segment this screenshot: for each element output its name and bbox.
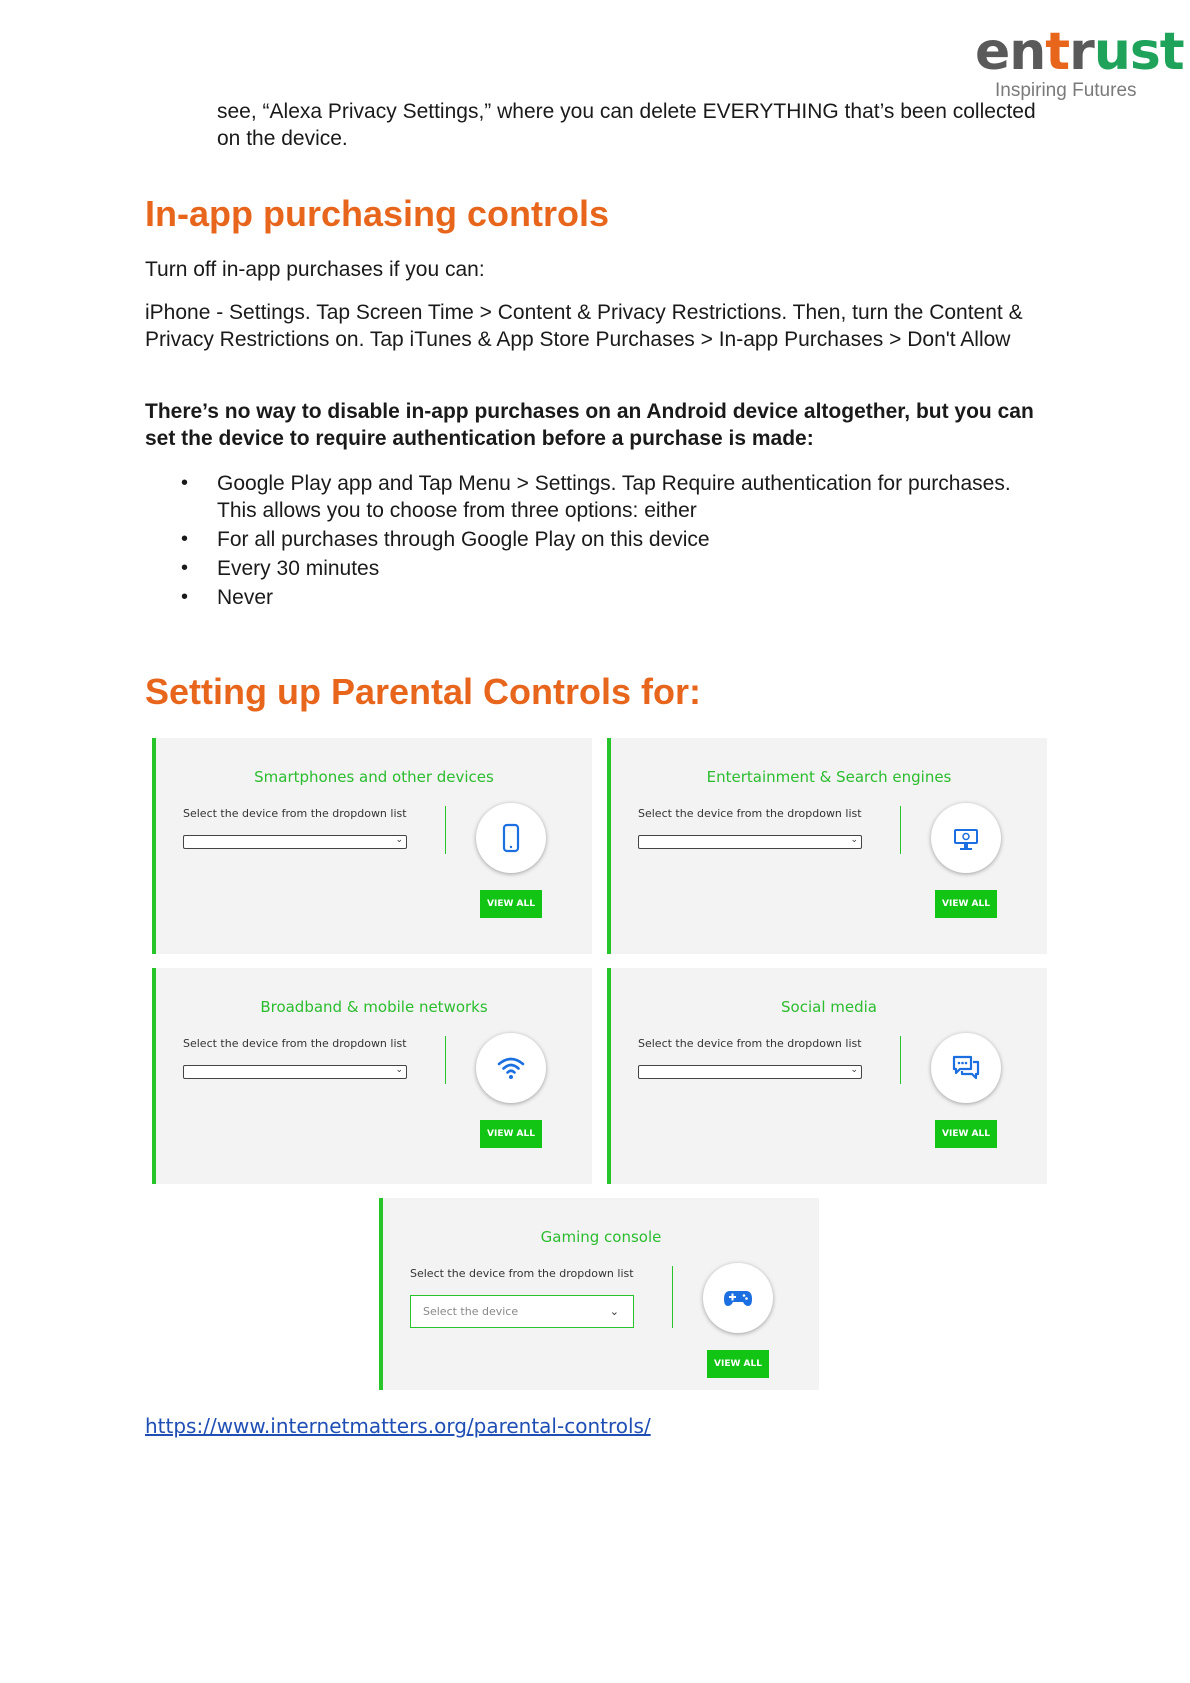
parental-controls-link[interactable]: https://www.internetmatters.org/parental-controls/: [145, 1414, 651, 1438]
card-entertainment: [607, 738, 1047, 954]
list-item: • Never: [217, 584, 1037, 611]
gamepad-icon: [723, 1283, 753, 1313]
options-list: [217, 470, 1037, 613]
smartphone-icon: [496, 823, 526, 853]
card-title: Social media: [781, 998, 877, 1016]
wifi-icon: [496, 1053, 526, 1083]
divider: [672, 1266, 673, 1328]
chevron-down-icon: ⌄: [609, 1306, 619, 1318]
chevron-down-icon: ⌄: [850, 834, 858, 844]
logo-wordmark: [975, 22, 1184, 82]
card-smartphones: [152, 738, 592, 954]
card-gaming-console: [379, 1198, 819, 1390]
list-item: • Google Play app and Tap Menu > Settings. Tap Require authentication for purchases. This allows you to choose from three options: either: [217, 470, 1037, 524]
card-broadband: [152, 968, 592, 1184]
device-dropdown[interactable]: [410, 1295, 634, 1328]
view-all-button[interactable]: VIEW ALL: [480, 1120, 542, 1148]
card-title: Smartphones and other devices: [254, 768, 494, 786]
card-title: Broadband & mobile networks: [260, 998, 488, 1016]
list-item: • Every 30 minutes: [217, 555, 1037, 582]
device-dropdown[interactable]: [638, 1065, 862, 1079]
gamepad-icon-circle: [703, 1263, 773, 1333]
intro-paragraph: see, “Alexa Privacy Settings,” where you can delete EVERYTHING that’s been collected on the device.: [217, 100, 1036, 150]
chevron-down-icon: ⌄: [395, 834, 403, 844]
monitor-icon-circle: [931, 803, 1001, 873]
logo-part-ust: ust: [1093, 22, 1184, 82]
chevron-down-icon: ⌄: [395, 1064, 403, 1074]
view-all-button[interactable]: VIEW ALL: [935, 890, 997, 918]
divider: [900, 1036, 901, 1084]
list-item: • For all purchases through Google Play on this device: [217, 526, 1037, 553]
monitor-icon: [951, 823, 981, 853]
view-all-button[interactable]: VIEW ALL: [935, 1120, 997, 1148]
card-label: Select the device from the dropdown list: [183, 807, 407, 820]
card-label: Select the device from the dropdown list: [183, 1037, 407, 1050]
dropdown-placeholder: Select the device: [423, 1305, 519, 1318]
divider: [445, 1036, 446, 1084]
device-dropdown[interactable]: [183, 835, 407, 849]
section-heading-parental: Setting up Parental Controls for:: [145, 671, 702, 712]
logo-tagline: Inspiring Futures: [995, 80, 1137, 101]
logo-part-r: r: [1069, 22, 1094, 82]
card-label: Select the device from the dropdown list: [410, 1267, 634, 1280]
device-dropdown[interactable]: [183, 1065, 407, 1079]
view-all-button[interactable]: VIEW ALL: [480, 890, 542, 918]
chat-icon-circle: [931, 1033, 1001, 1103]
wifi-icon-circle: [476, 1033, 546, 1103]
section-heading-in-app: In-app purchasing controls: [145, 193, 610, 234]
card-title: Gaming console: [540, 1228, 662, 1246]
divider: [445, 806, 446, 854]
paragraph-iphone: iPhone - Settings. Tap Screen Time > Content & Privacy Restrictions. Then, turn the Content & Privacy Restrictions on. Tap iTunes & App Store Purchases > In-app Purchases > Don't Allow: [145, 301, 1023, 351]
chat-icon: [951, 1053, 981, 1083]
logo-part-t: t: [1045, 22, 1070, 82]
card-title: Entertainment & Search engines: [706, 768, 952, 786]
entrust-logo: [975, 22, 1184, 104]
chevron-down-icon: ⌄: [850, 1064, 858, 1074]
card-label: Select the device from the dropdown list: [638, 807, 862, 820]
logo-part-en: en: [975, 22, 1046, 82]
smartphone-icon-circle: [476, 803, 546, 873]
card-social-media: [607, 968, 1047, 1184]
paragraph-turn-off: Turn off in-app purchases if you can:: [145, 258, 485, 281]
card-label: Select the device from the dropdown list: [638, 1037, 862, 1050]
device-dropdown[interactable]: [638, 835, 862, 849]
divider: [900, 806, 901, 854]
paragraph-android: There’s no way to disable in-app purchases on an Android device altogether, but you can set the device to require authentication before a purchase is made:: [145, 400, 1034, 450]
view-all-button[interactable]: VIEW ALL: [707, 1350, 769, 1378]
